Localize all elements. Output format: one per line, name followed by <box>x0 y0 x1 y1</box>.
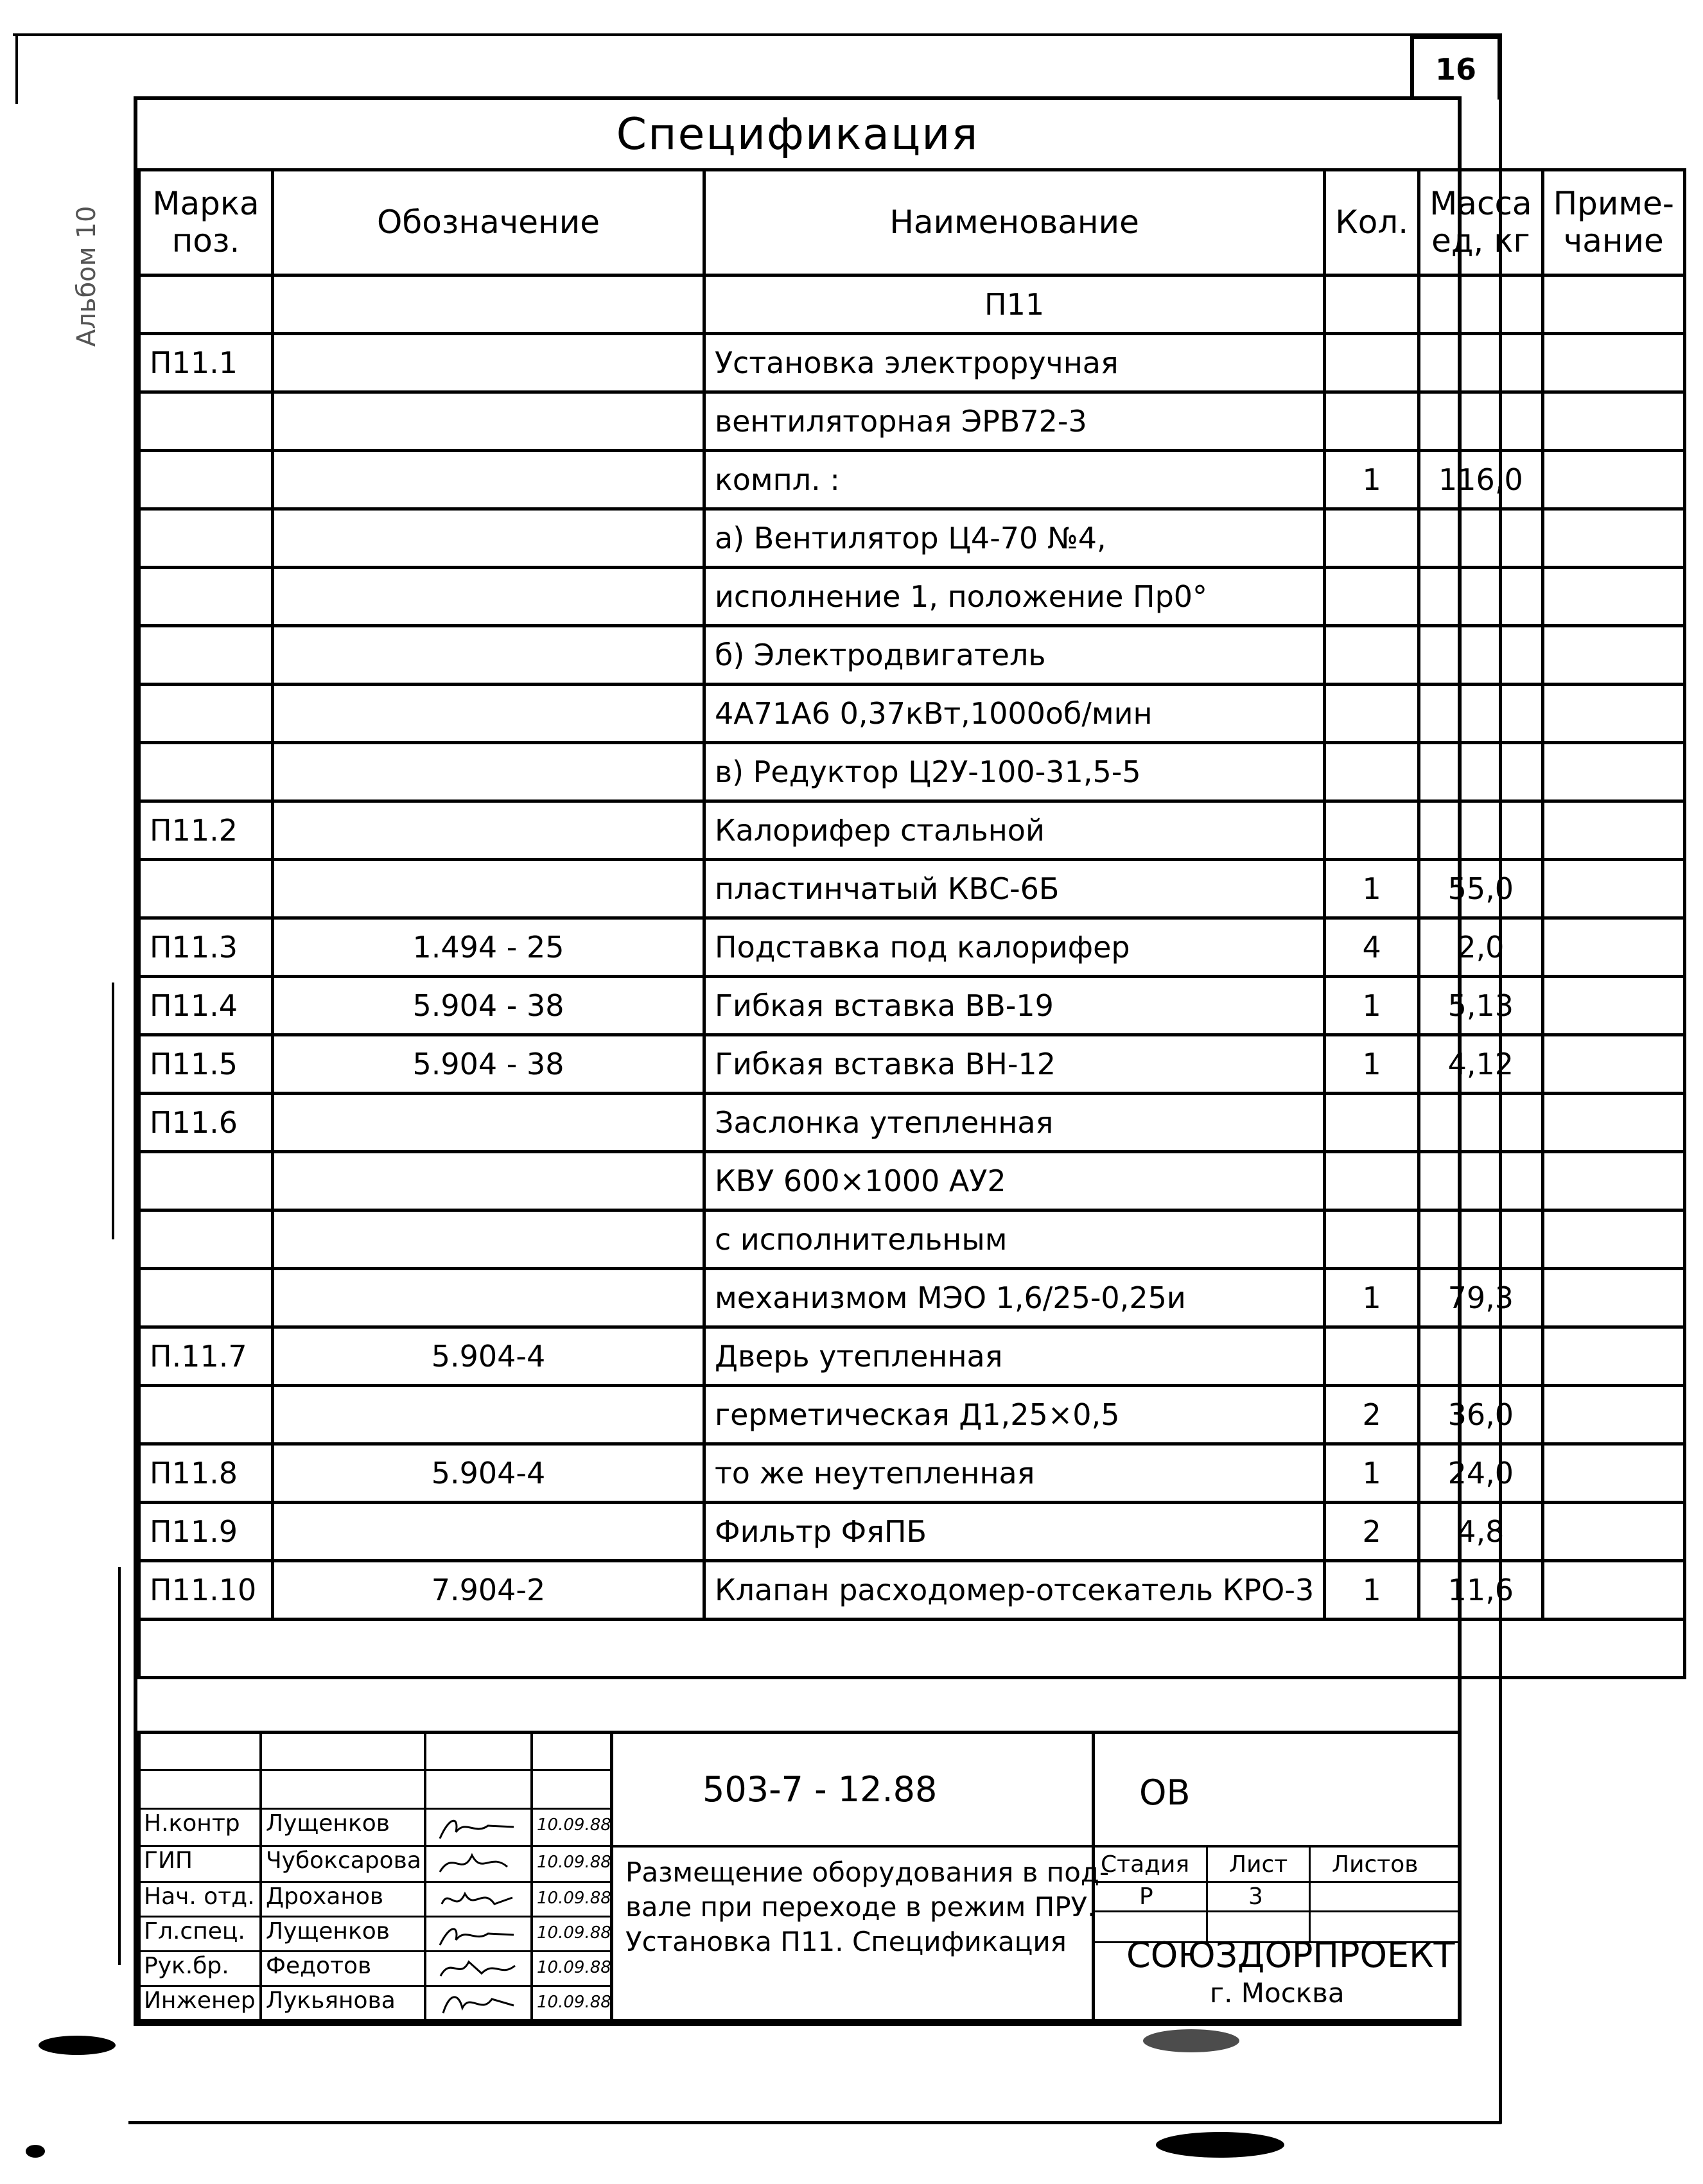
cell-name: Калорифер стальной <box>704 801 1325 860</box>
cell-qty <box>1325 743 1419 801</box>
date-2: 10.09.88 <box>537 1853 611 1872</box>
cell-designation <box>273 568 704 626</box>
cell-mark <box>139 626 273 685</box>
header-qty: Кол. <box>1325 170 1419 275</box>
cell-note <box>1542 1327 1684 1386</box>
cell-note <box>1542 275 1684 334</box>
cell-mark: П11.4 <box>139 977 273 1035</box>
left-binding-line-2 <box>118 1567 121 1965</box>
cell-mass <box>1419 509 1542 568</box>
organization-city: г. Москва <box>1210 1977 1345 2009</box>
stage-value: Р <box>1139 1883 1153 1910</box>
cell-qty <box>1325 801 1419 860</box>
cell-name: Подставка под калорифер <box>704 918 1325 977</box>
cell-mark <box>139 392 273 451</box>
cell-mark <box>139 1386 273 1444</box>
title-block <box>137 1731 1458 2022</box>
cell-qty <box>1325 509 1419 568</box>
cell-note <box>1542 1444 1684 1503</box>
cell-mass <box>1419 568 1542 626</box>
bottom-sheet-line <box>128 2121 1501 2124</box>
table-row <box>139 918 1685 977</box>
cell-qty: 1 <box>1325 451 1419 509</box>
cell-designation <box>273 392 704 451</box>
cell-designation: 7.904-2 <box>273 1561 704 1620</box>
cell-note <box>1542 801 1684 860</box>
cell-mass <box>1419 275 1542 334</box>
cell-note <box>1542 685 1684 743</box>
cell-designation <box>273 1210 704 1269</box>
cell-qty: 2 <box>1325 1503 1419 1561</box>
cell-note <box>1542 451 1684 509</box>
cell-mass: 79,3 <box>1419 1269 1542 1327</box>
cell-designation <box>273 685 704 743</box>
signature-2 <box>437 1849 520 1878</box>
scan-noise <box>39 2036 116 2055</box>
header-mass: Масса ед, кг <box>1419 170 1542 275</box>
cell-note <box>1542 743 1684 801</box>
cell-mass <box>1419 1094 1542 1152</box>
name-3: Дроханов <box>266 1883 384 1910</box>
cell-note <box>1542 918 1684 977</box>
cell-qty <box>1325 275 1419 334</box>
cell-mass <box>1419 743 1542 801</box>
table-header-row <box>139 170 1685 275</box>
cell-mass: 36,0 <box>1419 1386 1542 1444</box>
table-row <box>139 860 1685 918</box>
date-5: 10.09.88 <box>537 1958 611 1977</box>
table-row <box>139 1561 1685 1620</box>
scan-noise <box>1143 2029 1239 2052</box>
cell-qty: 1 <box>1325 1035 1419 1094</box>
cell-qty <box>1325 334 1419 392</box>
cell-name: компл. : <box>704 451 1325 509</box>
cell-note <box>1542 392 1684 451</box>
table-row <box>139 1094 1685 1152</box>
cell-mark: П11.9 <box>139 1503 273 1561</box>
cell-qty: 1 <box>1325 1561 1419 1620</box>
cell-designation <box>273 334 704 392</box>
cell-designation <box>273 1269 704 1327</box>
table-row <box>139 275 1685 334</box>
cell-note <box>1542 1210 1684 1269</box>
cell-mark <box>139 860 273 918</box>
cell-note <box>1542 334 1684 392</box>
scan-noise <box>26 2145 45 2158</box>
document-section: ОВ <box>1139 1772 1191 1813</box>
table-row <box>139 1386 1685 1444</box>
left-binding-line <box>112 983 114 1239</box>
name-2: Чубоксарова <box>266 1848 421 1874</box>
cell-name: Клапан расходомер-отсекатель КРО-3 <box>704 1561 1325 1620</box>
page-number: 16 <box>1410 35 1501 100</box>
cell-note <box>1542 977 1684 1035</box>
organization-name: СОЮЗДОРПРОЕКТ <box>1126 1935 1455 1975</box>
header-note: Приме-чание <box>1542 170 1684 275</box>
cell-designation: 1.494 - 25 <box>273 918 704 977</box>
cell-mark <box>139 1152 273 1210</box>
name-5: Федотов <box>266 1953 372 1979</box>
cell-mark <box>139 451 273 509</box>
cell-mark: П11.8 <box>139 1444 273 1503</box>
table-row <box>139 568 1685 626</box>
empty-row <box>139 1620 1685 1678</box>
cell-name: б) Электродвигатель <box>704 626 1325 685</box>
date-1: 10.09.88 <box>537 1815 611 1835</box>
header-name: Наименование <box>704 170 1325 275</box>
cell-name: Дверь утепленная <box>704 1327 1325 1386</box>
cell-qty <box>1325 568 1419 626</box>
table-row <box>139 801 1685 860</box>
cell-mark <box>139 1210 273 1269</box>
cell-mark: П11.1 <box>139 334 273 392</box>
cell-qty: 1 <box>1325 1269 1419 1327</box>
cell-qty <box>1325 392 1419 451</box>
cell-name: Гибкая вставка ВН-12 <box>704 1035 1325 1094</box>
cell-note <box>1542 1503 1684 1561</box>
name-4: Лущенков <box>266 1918 390 1944</box>
cell-designation <box>273 451 704 509</box>
table-row <box>139 1444 1685 1503</box>
cell-note <box>1542 1152 1684 1210</box>
cell-mark: П11.2 <box>139 801 273 860</box>
table-row <box>139 509 1685 568</box>
role-3: Нач. отд. <box>144 1883 255 1910</box>
cell-designation <box>273 275 704 334</box>
cell-mass <box>1419 685 1542 743</box>
cell-name: а) Вентилятор Ц4-70 №4, <box>704 509 1325 568</box>
cell-note <box>1542 860 1684 918</box>
cell-name: Установка электроручная <box>704 334 1325 392</box>
cell-name: Гибкая вставка ВВ-19 <box>704 977 1325 1035</box>
cell-mass <box>1419 626 1542 685</box>
cell-mass <box>1419 392 1542 451</box>
cell-mass: 4,8 <box>1419 1503 1542 1561</box>
cell-name: исполнение 1, положение Пр0° <box>704 568 1325 626</box>
role-1: Н.контр <box>144 1810 240 1837</box>
cell-mark <box>139 743 273 801</box>
cell-name: в) Редуктор Ц2У-100-31,5-5 <box>704 743 1325 801</box>
cell-mark <box>139 685 273 743</box>
cell-note <box>1542 626 1684 685</box>
table-row <box>139 334 1685 392</box>
table-row <box>139 977 1685 1035</box>
cell-mark <box>139 275 273 334</box>
name-1: Лущенков <box>266 1810 390 1837</box>
cell-name: 4А71А6 0,37кВт,1000об/мин <box>704 685 1325 743</box>
cell-designation <box>273 801 704 860</box>
page-title: Спецификация <box>616 109 979 160</box>
cell-qty: 1 <box>1325 1444 1419 1503</box>
cell-name: КВУ 600×1000 АУ2 <box>704 1152 1325 1210</box>
cell-mark: П11.3 <box>139 918 273 977</box>
table-row <box>139 1210 1685 1269</box>
cell-mass: 24,0 <box>1419 1444 1542 1503</box>
cell-mark <box>139 1269 273 1327</box>
cell-qty: 4 <box>1325 918 1419 977</box>
cell-designation <box>273 509 704 568</box>
top-sheet-line <box>13 33 1501 36</box>
role-6: Инженер <box>144 1987 256 2014</box>
specification-table <box>137 168 1686 1679</box>
signature-3 <box>437 1885 520 1914</box>
cell-qty: 2 <box>1325 1386 1419 1444</box>
cell-name: с исполнительным <box>704 1210 1325 1269</box>
table-row <box>139 451 1685 509</box>
description-line-2: вале при переходе в режим ПРУ. <box>625 1891 1096 1923</box>
cell-mark <box>139 509 273 568</box>
cell-designation <box>273 1503 704 1561</box>
cell-mark <box>139 568 273 626</box>
cell-qty <box>1325 1094 1419 1152</box>
cell-mass: 4,12 <box>1419 1035 1542 1094</box>
description-line-1: Размещение оборудования в под- <box>625 1856 1110 1888</box>
cell-mass <box>1419 334 1542 392</box>
table-row <box>139 626 1685 685</box>
cell-designation: 5.904 - 38 <box>273 977 704 1035</box>
cell-name: Фильтр ФяПБ <box>704 1503 1325 1561</box>
cell-designation <box>273 860 704 918</box>
cell-mark: П11.10 <box>139 1561 273 1620</box>
cell-designation <box>273 1152 704 1210</box>
empty-cell <box>139 1620 1685 1678</box>
cell-designation <box>273 743 704 801</box>
sheet-value: 3 <box>1248 1883 1263 1910</box>
cell-designation: 5.904-4 <box>273 1444 704 1503</box>
stage-label: Стадия <box>1101 1851 1190 1878</box>
cell-designation: 5.904 - 38 <box>273 1035 704 1094</box>
signature-5 <box>437 1954 520 1984</box>
document-code: 503-7 - 12.88 <box>703 1769 938 1810</box>
table-row <box>139 743 1685 801</box>
cell-qty <box>1325 1210 1419 1269</box>
side-note: Альбом 10 <box>72 205 101 347</box>
cell-mark: П.11.7 <box>139 1327 273 1386</box>
table-row <box>139 1035 1685 1094</box>
cell-mass <box>1419 1327 1542 1386</box>
cell-mark: П11.6 <box>139 1094 273 1152</box>
cell-qty: 1 <box>1325 977 1419 1035</box>
cell-mass: 11,6 <box>1419 1561 1542 1620</box>
cell-designation <box>273 626 704 685</box>
cell-designation <box>273 1386 704 1444</box>
cell-mass: 5,13 <box>1419 977 1542 1035</box>
signature-6 <box>437 1989 520 2018</box>
cell-mark: П11.5 <box>139 1035 273 1094</box>
cell-name: пластинчатый КВС-6Б <box>704 860 1325 918</box>
role-4: Гл.спец. <box>144 1918 245 1944</box>
date-6: 10.09.88 <box>537 1993 611 2012</box>
left-sheet-line <box>15 33 18 104</box>
description-line-3: Установка П11. Спецификация <box>625 1926 1067 1957</box>
cell-name: П11 <box>704 275 1325 334</box>
cell-note <box>1542 1386 1684 1444</box>
cell-mass: 55,0 <box>1419 860 1542 918</box>
scan-noise <box>1156 2132 1284 2158</box>
name-6: Лукьянова <box>266 1987 396 2014</box>
cell-name: Заслонка утепленная <box>704 1094 1325 1152</box>
date-3: 10.09.88 <box>537 1889 611 1908</box>
table-row <box>139 392 1685 451</box>
table-row <box>139 1503 1685 1561</box>
cell-note <box>1542 1035 1684 1094</box>
cell-mass <box>1419 1152 1542 1210</box>
cell-designation: 5.904-4 <box>273 1327 704 1386</box>
cell-mass <box>1419 1210 1542 1269</box>
cell-mass: 116,0 <box>1419 451 1542 509</box>
cell-name: вентиляторная ЭРВ72-3 <box>704 392 1325 451</box>
table-row <box>139 1269 1685 1327</box>
cell-qty <box>1325 1152 1419 1210</box>
cell-note <box>1542 1561 1684 1620</box>
cell-qty <box>1325 626 1419 685</box>
sheets-label: Листов <box>1332 1851 1419 1878</box>
cell-name: механизмом МЭО 1,6/25-0,25и <box>704 1269 1325 1327</box>
cell-qty: 1 <box>1325 860 1419 918</box>
sheet-label: Лист <box>1229 1851 1288 1878</box>
cell-name: то же неутепленная <box>704 1444 1325 1503</box>
table-row <box>139 1327 1685 1386</box>
table-row <box>139 685 1685 743</box>
role-2: ГИП <box>144 1848 193 1874</box>
cell-note <box>1542 568 1684 626</box>
cell-qty <box>1325 685 1419 743</box>
cell-mass <box>1419 801 1542 860</box>
role-5: Рук.бр. <box>144 1953 229 1979</box>
cell-note <box>1542 1094 1684 1152</box>
cell-note <box>1542 1269 1684 1327</box>
table-row <box>139 1152 1685 1210</box>
signature-1 <box>437 1813 520 1842</box>
signature-4 <box>437 1919 520 1949</box>
date-4: 10.09.88 <box>537 1923 611 1943</box>
cell-qty <box>1325 1327 1419 1386</box>
cell-mass: 2,0 <box>1419 918 1542 977</box>
header-designation: Обозначение <box>273 170 704 275</box>
header-mark: Марка поз. <box>139 170 273 275</box>
cell-name: герметическая Д1,25×0,5 <box>704 1386 1325 1444</box>
cell-note <box>1542 509 1684 568</box>
cell-designation <box>273 1094 704 1152</box>
